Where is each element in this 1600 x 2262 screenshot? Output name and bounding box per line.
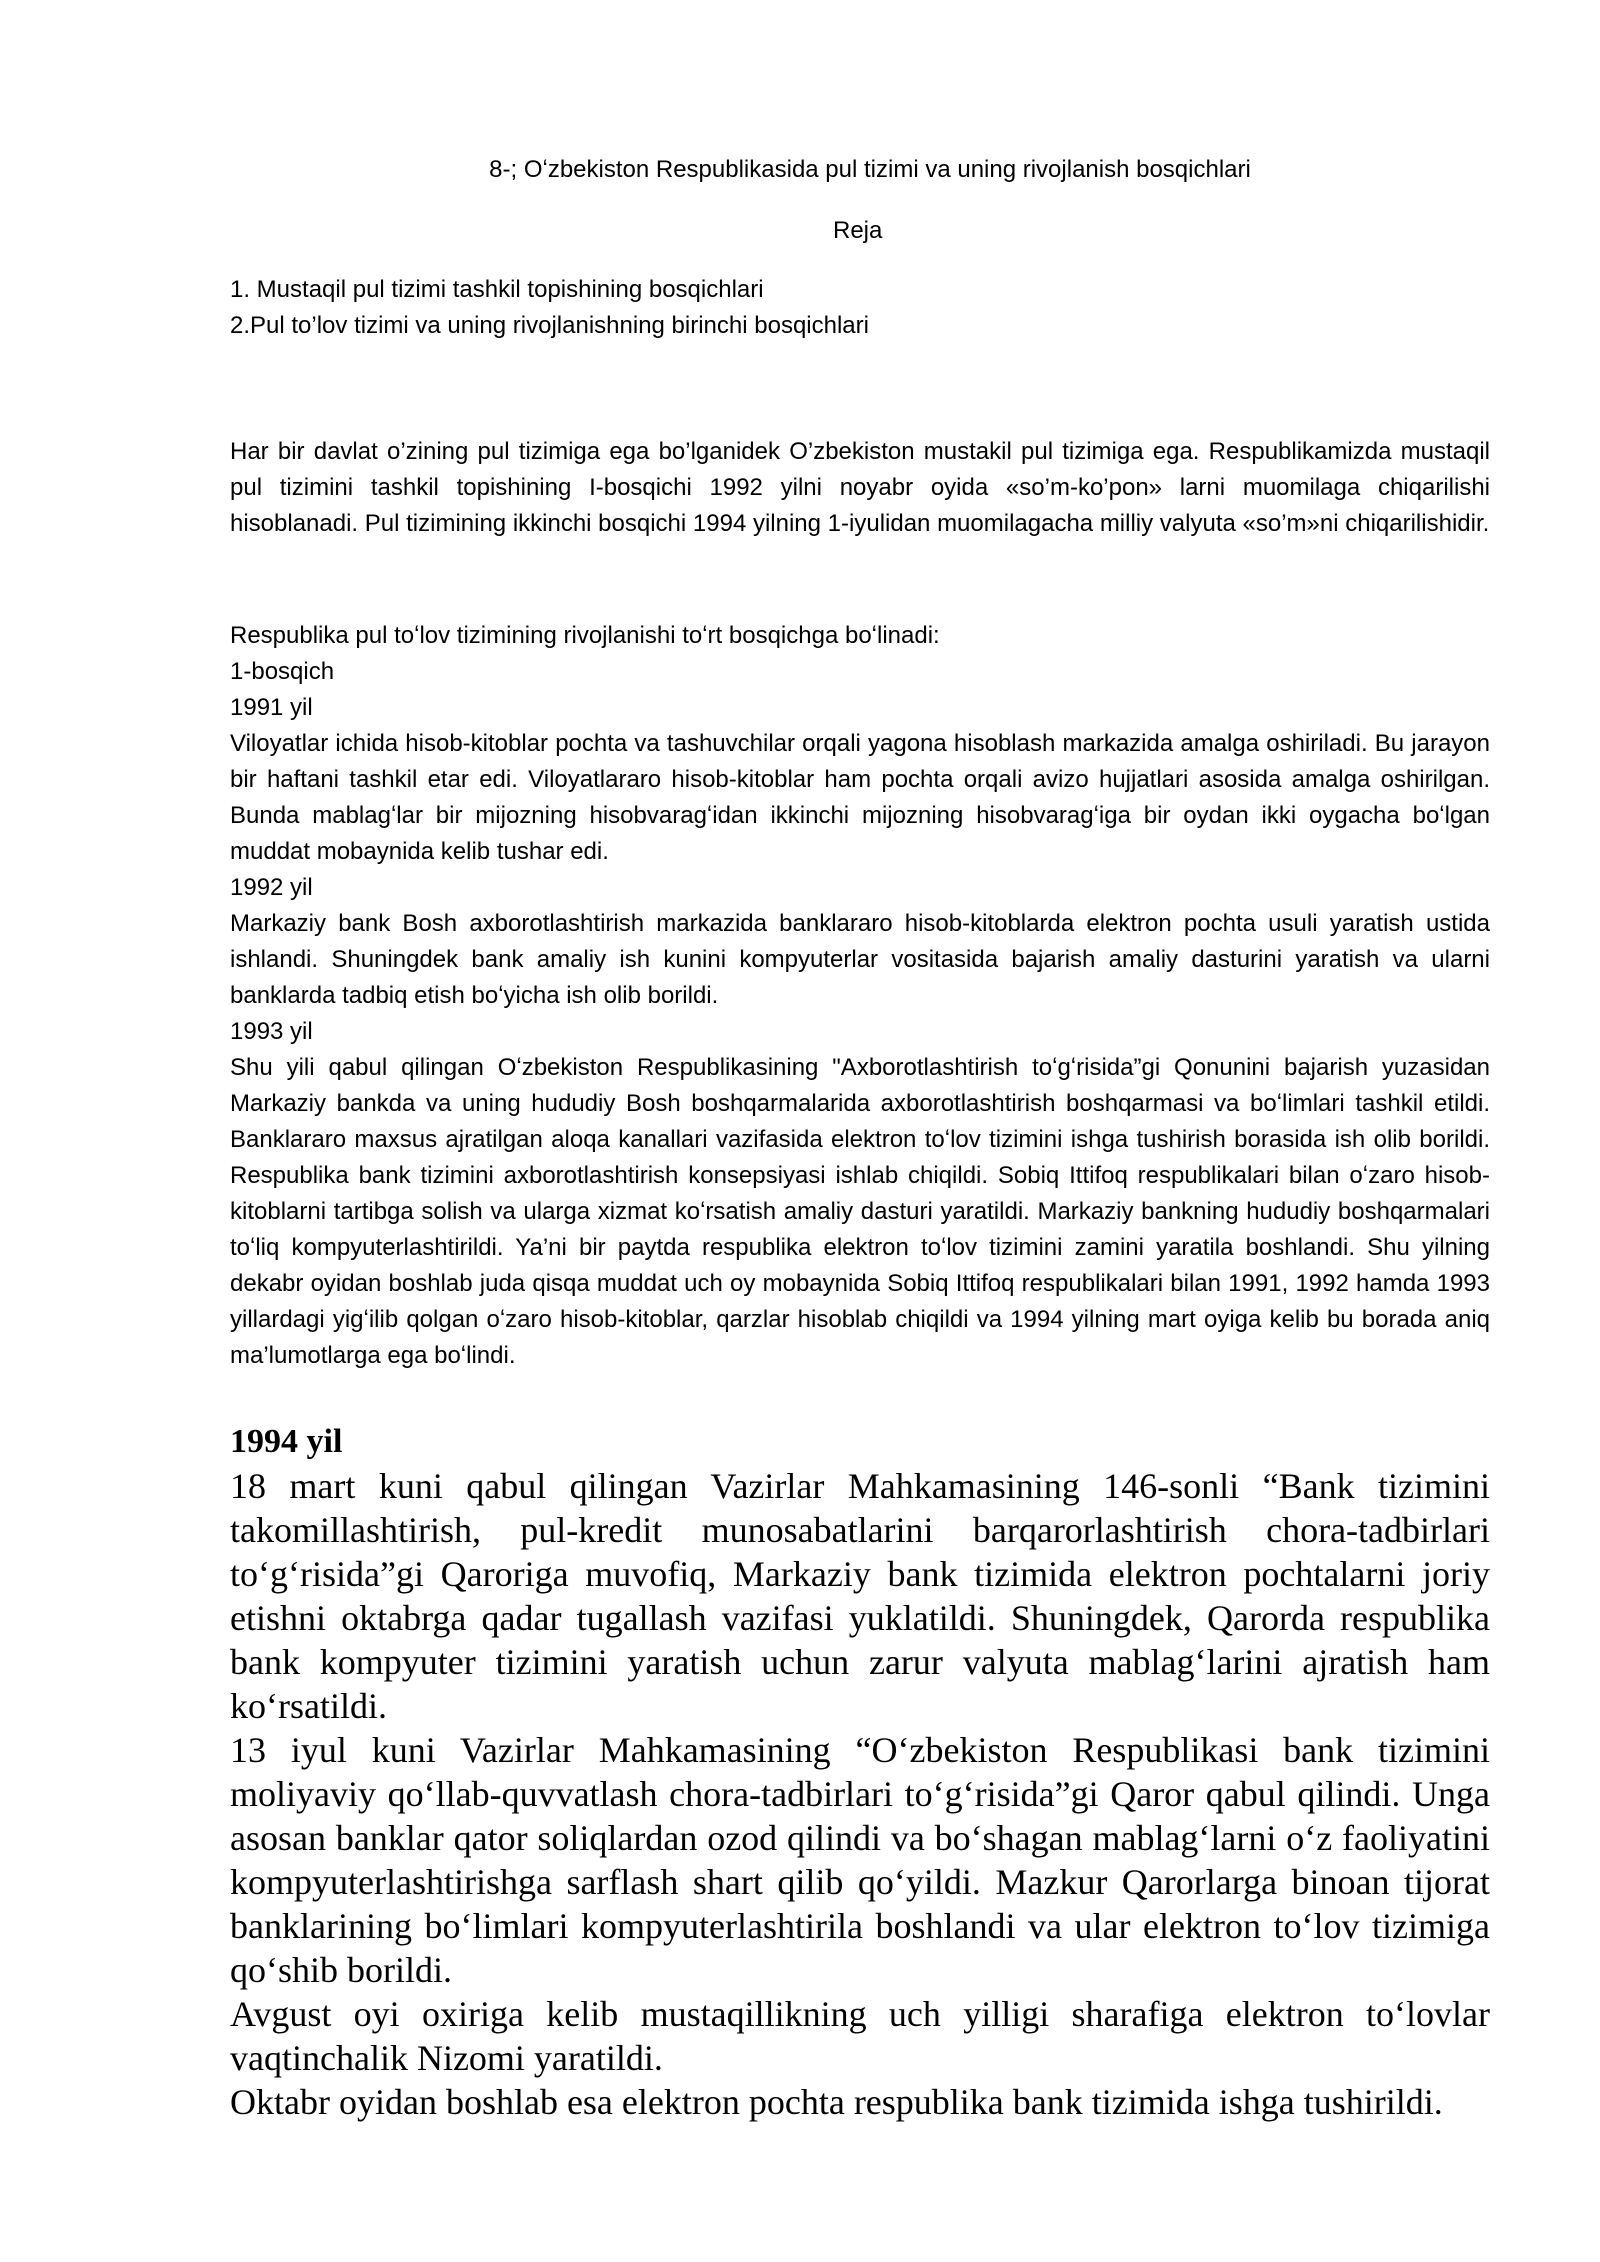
year-1994-heading: 1994 yil xyxy=(230,1423,343,1460)
year-paragraph: Markaziy bank Bosh axborotlashtirish markazida banklararo hisob-kitoblarda elektron pochta usuli yaratish ustida ishlandi. Shuningdek bank amaliy ish kunini kompyuterlar vositasida bajarish amaliy dasturini yaratish va ularni banklarda tadbiq etish boʻyicha ish olib borildi. xyxy=(230,910,1490,1009)
plan-item: 2.Pul to’lov tizimi va uning rivojlanishning birinchi bosqichlari xyxy=(230,312,869,339)
plan-item: 1. Mustaqil pul tizimi tashkil topishining bosqichlari xyxy=(230,276,764,303)
page-title: 8-; Oʻzbekiston Respublikasida pul tizimi va uning rivojlanish bosqichlari xyxy=(489,156,1251,183)
plan-list xyxy=(230,272,1490,344)
stages-section xyxy=(230,618,1490,1374)
year-label: 1991 yil xyxy=(230,694,313,721)
year-label: 1992 yil xyxy=(230,874,313,901)
year-1994-paragraph: 18 mart kuni qabul qilingan Vazirlar Mahkamasining 146-sonli “Bank tizimini takomillashtirish, pul-kredit munosabatlarini barqarorlashtirish chora-tadbirlari toʻgʻrisida”gi Qaroriga muvofiq, Markaziy bank tizimida elektron pochtalarni joriy etishni oktabrga qadar tugallash vazifasi yuklatildi. Shuningdek, Qarorda respublika bank kompyuter tizimini yaratish uchun zarur valyuta mablagʻlarini ajratish ham koʻrsatildi. xyxy=(230,1466,1490,1726)
plan-heading: Reja xyxy=(833,217,883,244)
year-1994-section xyxy=(230,1420,1490,2124)
stage-label: 1-bosqich xyxy=(230,658,335,685)
year-1994-paragraph: 13 iyul kuni Vazirlar Mahkamasining “Oʻzbekiston Respublikasi bank tizimini moliyaviy qoʻllab-quvvatlash chora-tadbirlari toʻgʻrisida”gi Qaror qabul qilindi. Unga asosan banklar qator soliqlardan ozod qilindi va boʻshagan mablagʻlarni oʻz faoliyatini kompyuterlashtirishga sarflash shart qilib qoʻyildi. Mazkur Qarorlarga binoan tijorat banklarining boʻlimlari kompyuterlashtirila boshlandi va ular elektron toʻlov tizimiga qoʻshib borildi. xyxy=(230,1730,1490,1990)
intro-paragraph: Har bir davlat o’zining pul tizimiga ega bo’lganidek O’zbekiston mustakil pul tizimiga ega. Respublikamizda mustaqil pul tizimini tashkil topishining I-bosqichi 1992 yilni noyabr oyida «so’m-ko’pon» larni muomilaga chiqarilishi hisoblanadi. Pul tizimining ikkinchi bosqichi 1994 yilning 1-iyulidan muomilagacha milliy valyuta «so’m»ni chiqarilishidir. xyxy=(230,438,1490,537)
year-1994-paragraph: Avgust oyi oxiriga kelib mustaqillikning uch yilligi sharafiga elektron toʻlovlar vaqtinchalik Nizomi yaratildi. xyxy=(230,1994,1490,2078)
year-label: 1993 yil xyxy=(230,1018,313,1045)
year-paragraph: Viloyatlar ichida hisob-kitoblar pochta va tashuvchilar orqali yagona hisoblash markazida amalga oshiriladi. Bu jarayon bir haftani tashkil etar edi. Viloyatlararo hisob-kitoblar ham pochta orqali avizo hujjatlari asosida amalga oshirilgan. Bunda mablagʻlar bir mijozning hisobvaragʻidan ikkinchi mijozning hisobvaragʻiga bir oydan ikki oygacha boʻlgan muddat mobaynida kelib tushar edi. xyxy=(230,730,1490,865)
year-paragraph: Shu yili qabul qilingan Oʻzbekiston Respublikasining "Axborotlashtirish toʻgʻrisida”gi Qonunini bajarish yuzasidan Markaziy bankda va uning hududiy Bosh boshqarmalarida axborotlashtirish boshqarmasi va boʻlimlari tashkil etildi. Banklararo maxsus ajratilgan aloqa kanallari vazifasida elektron toʻlov tizimini ishga tushirish borasida ish olib borildi. Respublika bank tizimini axborotlashtirish konsepsiyasi ishlab chiqildi. Sobiq Ittifoq respublikalari bilan oʻzaro hisob-kitoblarni tartibga solish va ularga xizmat koʻrsatish amaliy dasturi yaratildi. Markaziy bankning hududiy boshqarmalari toʻliq kompyuterlashtirildi. Ya’ni bir paytda respublika elektron toʻlov tizimini zamini yaratila boshlandi. Shu yilning dekabr oyidan boshlab juda qisqa muddat uch oy mobaynida Sobiq Ittifoq respublikalari bilan 1991, 1992 hamda 1993 yillardagi yigʻilib qolgan oʻzaro hisob-kitoblar, qarzlar hisoblab chiqildi va 1994 yilning mart oyiga kelib bu borada aniq ma’lumotlarga ega boʻlindi. xyxy=(230,1054,1490,1369)
year-1994-paragraph: Oktabr oyidan boshlab esa elektron pochta respublika bank tizimida ishga tushirildi. xyxy=(230,2082,1443,2122)
stages-intro: Respublika pul toʻlov tizimining rivojlanishi toʻrt bosqichga boʻlinadi: xyxy=(230,622,940,649)
